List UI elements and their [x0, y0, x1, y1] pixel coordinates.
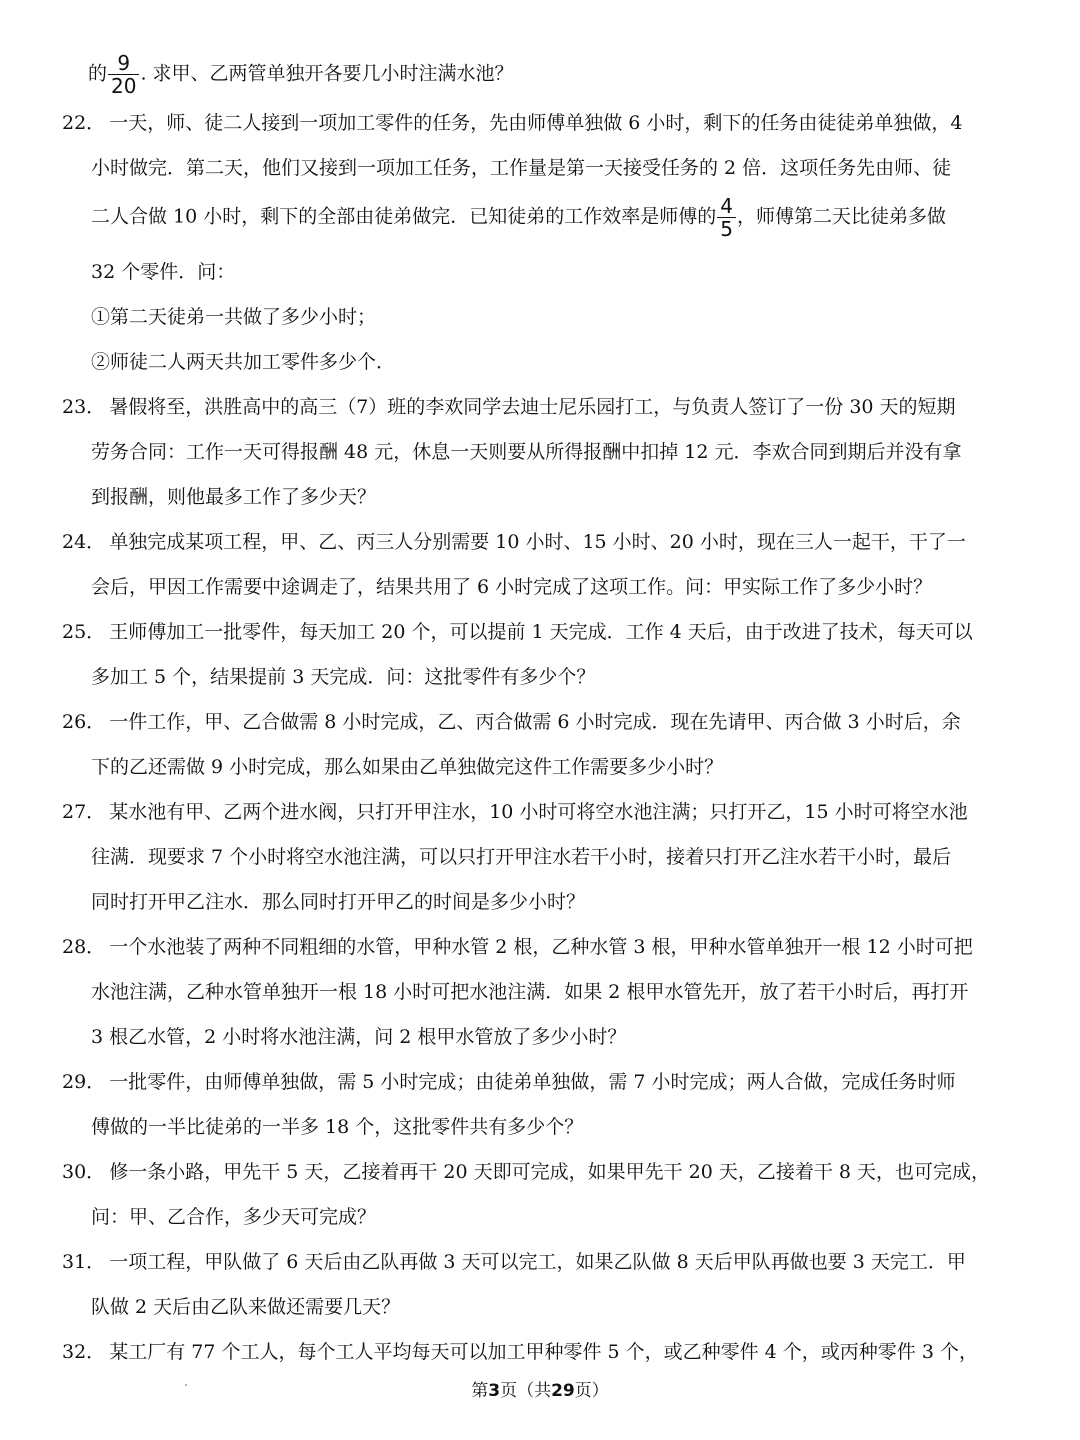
fraction-9-20	[108, 52, 139, 97]
question-23-line-1	[62, 395, 956, 419]
question-number: 28．	[62, 936, 106, 958]
text: 一批零件，由师傅单独做，需 5 小时完成；由徒弟单独做，需 7 小时完成；两人合做，完成任务时师	[109, 1071, 956, 1093]
question-number: 30．	[62, 1161, 106, 1183]
fraction-4-5	[717, 195, 736, 240]
text: 二人合做 10 小时，剩下的全部由徒弟做完．已知徒弟的工作效率是师傅的	[91, 205, 717, 228]
question-number: 22．	[62, 112, 106, 134]
text: ，师傅第二天比徒弟多做	[737, 205, 947, 228]
question-27-line-2: 往满．现要求 7 个小时将空水池注满，可以只打开甲注水若干小时，接着只打开乙注水若干小时，最后	[91, 846, 952, 868]
question-number: 29．	[62, 1071, 106, 1093]
question-number: 31．	[62, 1251, 106, 1273]
text: 一项工程，甲队做了 6 天后由乙队再做 3 天可以完工，如果乙队做 8 天后甲队再做也要 3 天完工．甲	[109, 1251, 966, 1273]
question-31-line-1	[62, 1250, 966, 1274]
text: 一天，师、徒二人接到一项加工零件的任务，先由师傅单独做 6 小时，剩下的任务由徒徒弟单独做，4	[109, 112, 963, 134]
question-25-line-2: 多加工 5 个，结果提前 3 天完成．问：这批零件有多少个？	[91, 666, 596, 688]
question-30-line-1	[62, 1160, 990, 1184]
text: 某工厂有 77 个工人，每个工人平均每天可以加工甲种零件 5 个，或乙种零件 4 个，或丙种零件 3 个，	[109, 1341, 978, 1363]
question-22-line-1	[62, 111, 962, 135]
question-31-line-2: 队做 2 天后由乙队来做还需要几天？	[91, 1296, 401, 1318]
text: 一件工作，甲、乙合做需 8 小时完成，乙、丙合做需 6 小时完成．现在先请甲、丙合做 3 小时后，余	[109, 711, 961, 733]
question-number: 23．	[62, 396, 106, 418]
text: 修一条小路，甲先干 5 天，乙接着再干 20 天即可完成，如果甲先干 20 天，乙接着干 8 天，也可完成，	[109, 1161, 991, 1183]
text: 一个水池装了两种不同粗细的水管，甲种水管 2 根，乙种水管 3 根，甲种水管单独开一根 12 小时可把	[109, 936, 973, 958]
text: 暑假将至，洪胜高中的高三（7）班的李欢同学去迪士尼乐园打工，与负责人签订了一份 30 天的短期	[109, 396, 956, 418]
question-22-subquestion-1: ①第二天徒弟一共做了多少小时；	[91, 306, 377, 328]
question-26-line-2: 下的乙还需做 9 小时完成，那么如果由乙单独做完这件工作需要多少小时？	[91, 756, 724, 778]
text: 某水池有甲、乙两个进水阀，只打开甲注水，10 小时可将空水池注满；只打开乙，15 小时可将空水池	[109, 801, 968, 823]
question-30-line-2: 问：甲、乙合作，多少天可完成？	[91, 1206, 377, 1228]
question-number: 24．	[62, 531, 106, 553]
question-number: 26．	[62, 711, 106, 733]
text: 王师傅加工一批零件，每天加工 20 个，可以提前 1 天完成．工作 4 天后，由于改进了技术，每天可以	[109, 621, 973, 643]
page-number: 3	[488, 1381, 501, 1401]
text: 第	[471, 1381, 489, 1401]
fraction-numerator: 9	[108, 52, 139, 75]
text: 的	[88, 62, 108, 85]
fraction-numerator: 4	[717, 195, 736, 218]
question-22-line-3	[91, 195, 946, 240]
question-29-line-1	[62, 1070, 956, 1094]
question-32-line-1	[62, 1340, 978, 1364]
question-22-line-4: 32 个零件．问：	[91, 261, 236, 283]
page-footer	[0, 1376, 1080, 1401]
question-27-line-1	[62, 800, 968, 824]
question-number: 27．	[62, 801, 106, 823]
total-pages: 29	[551, 1381, 575, 1401]
question-24-line-1	[62, 530, 966, 554]
question-22-subquestion-2: ②师徒二人两天共加工零件多少个．	[91, 351, 396, 373]
question-28-line-3: 3 根乙水管，2 小时将水池注满，问 2 根甲水管放了多少小时？	[91, 1026, 627, 1048]
question-25-line-1	[62, 620, 973, 644]
question-28-line-2: 水池注满，乙种水管单独开一根 18 小时可把水池注满．如果 2 根甲水管先开，放了若干小时后，再打开	[91, 981, 969, 1003]
question-21-tail	[88, 52, 514, 97]
question-28-line-1	[62, 935, 973, 959]
text: . 求甲、乙两管单独开各要几小时注满水池？	[140, 62, 514, 85]
fraction-denominator: 20	[111, 74, 137, 98]
question-number: 25．	[62, 621, 106, 643]
question-24-line-2: 会后，甲因工作需要中途调走了，结果共用了 6 小时完成了这项工作。问：甲实际工作了多少小时？	[91, 576, 933, 598]
question-23-line-3: 到报酬，则他最多工作了多少天？	[91, 486, 377, 508]
text: 页（共	[500, 1381, 552, 1401]
question-22-line-2: 小时做完．第二天，他们又接到一项加工任务，工作量是第一天接受任务的 2 倍．这项任务先由师、徒	[91, 157, 952, 179]
question-29-line-2: 傅做的一半比徒弟的一半多 18 个，这批零件共有多少个？	[91, 1116, 584, 1138]
question-26-line-1	[62, 710, 961, 734]
fraction-denominator: 5	[720, 217, 733, 241]
question-number: 32．	[62, 1341, 106, 1363]
text: 页）	[574, 1381, 609, 1401]
text: 单独完成某项工程，甲、乙、丙三人分别需要 10 小时、15 小时、20 小时，现在三人一起干，干了一	[109, 531, 966, 553]
question-23-line-2: 劳务合同：工作一天可得报酬 48 元，休息一天则要从所得报酬中扣掉 12 元．李欢合同到期后并没有拿	[91, 441, 962, 463]
question-27-line-3: 同时打开甲乙注水．那么同时打开甲乙的时间是多少小时？	[91, 891, 586, 913]
